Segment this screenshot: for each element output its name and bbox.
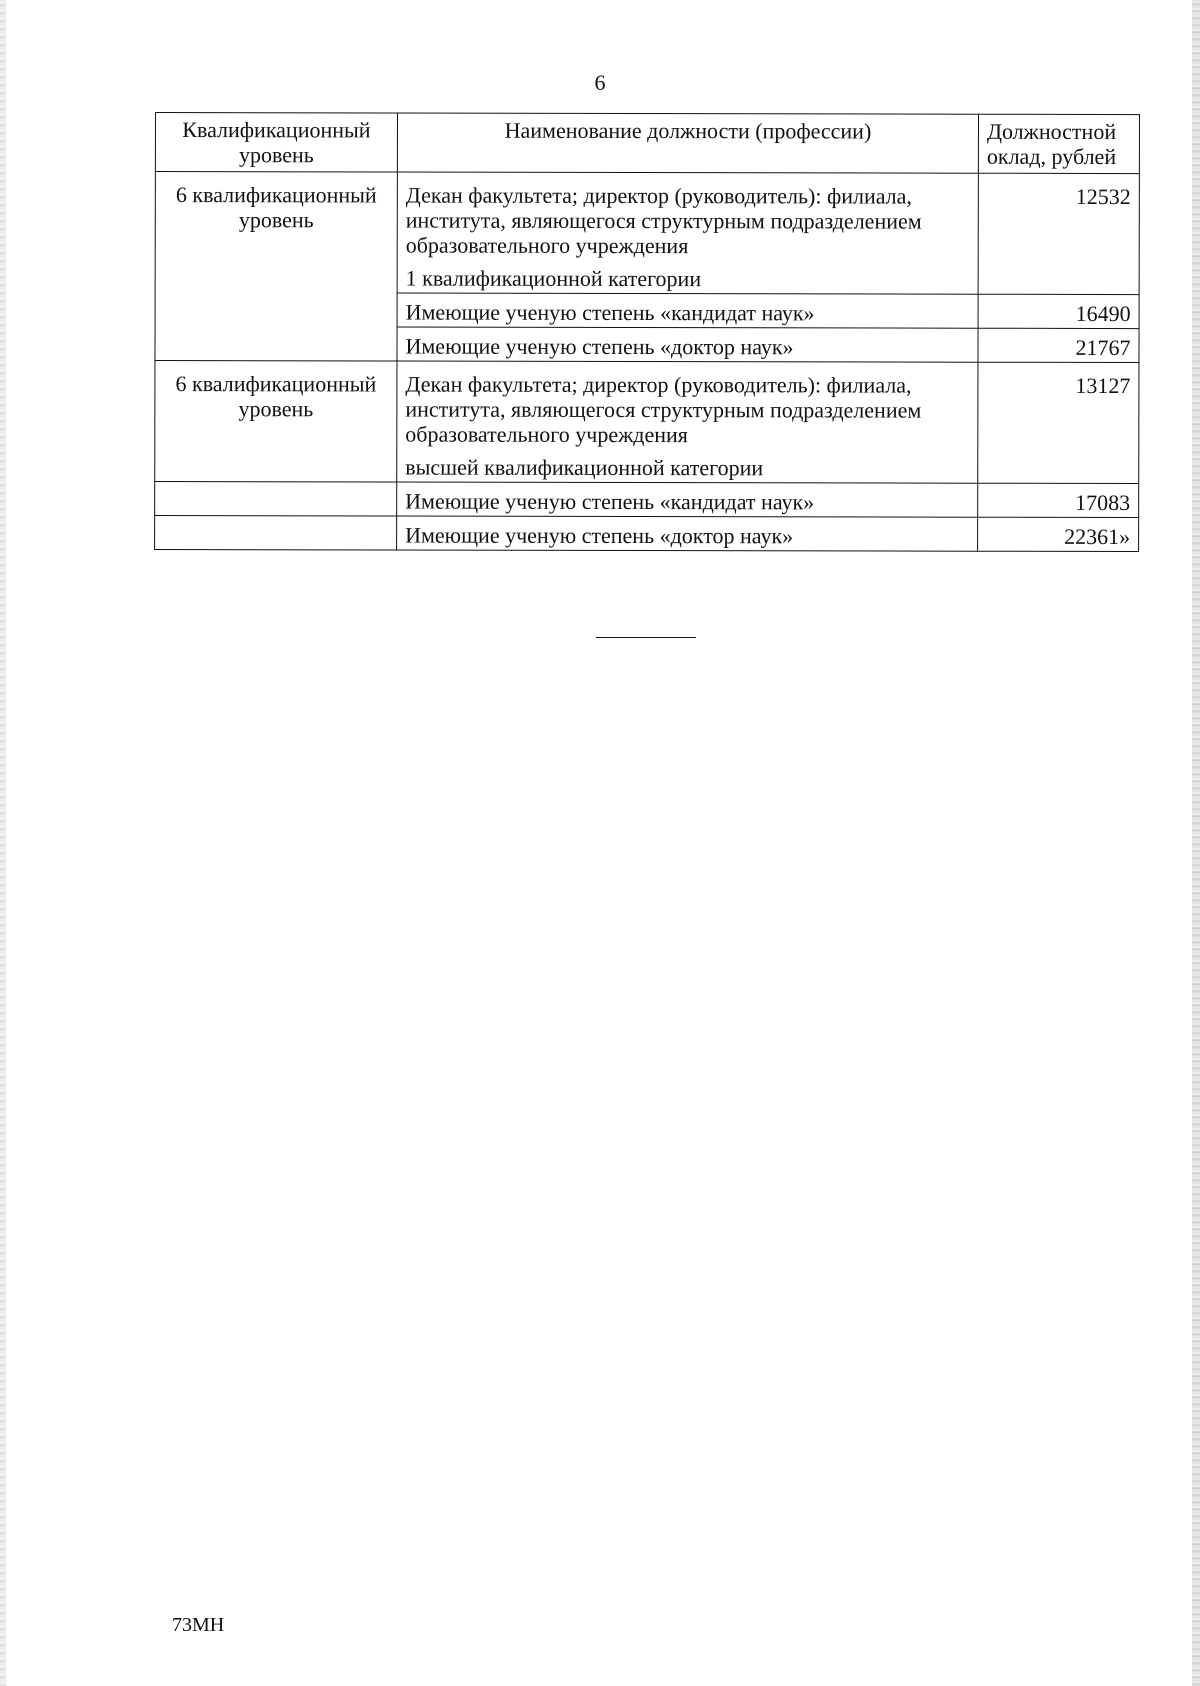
header-level: Квалификационный уровень <box>155 113 397 173</box>
salary-cell: 17083 <box>978 483 1139 517</box>
scan-edge-left <box>0 0 6 1686</box>
salary-cell: 12532 <box>978 173 1139 294</box>
salary-cell: 21767 <box>978 328 1139 362</box>
salary-table <box>154 112 1140 552</box>
level-cell: 6 квалификационный уровень <box>155 361 397 483</box>
scan-edge-right <box>1192 0 1200 1686</box>
table-row <box>155 482 1139 518</box>
footer-document-code: 73МН <box>172 1614 225 1636</box>
position-cell <box>397 172 978 294</box>
header-position-name: Наименование должности (профессии) <box>397 113 978 173</box>
position-cell <box>397 361 978 483</box>
empty-level-cell <box>155 482 397 517</box>
degree-cell: Имеющие ученую степень «кандидат наук» <box>397 293 978 328</box>
level-cell: 6 квалификационный уровень <box>155 172 397 362</box>
degree-cell: Имеющие ученую степень «кандидат наук» <box>397 482 978 517</box>
position-text: Декан факультета; директор (руководитель): филиала, института, являющегося структурным подразделением образовательного учреждения <box>405 182 922 259</box>
table-header-row <box>155 113 1139 174</box>
category-text: 1 квалификационной категории <box>405 265 702 292</box>
table-row <box>155 361 1139 484</box>
salary-cell: 22361» <box>978 517 1139 551</box>
degree-cell: Имеющие ученую степень «доктор наук» <box>397 327 978 362</box>
position-text: Декан факультета; директор (руководитель): филиала, института, являющегося структурным подразделением образовательного учреждения <box>405 371 922 448</box>
page-number: 6 <box>594 70 606 95</box>
salary-cell: 16490 <box>978 294 1139 328</box>
header-salary: Должностной оклад, рублей <box>978 114 1139 173</box>
empty-level-cell <box>155 516 397 551</box>
table-row <box>155 516 1139 552</box>
category-text: высшей квалификационной категории <box>405 454 764 481</box>
salary-cell: 13127 <box>978 362 1139 483</box>
end-of-document-rule <box>596 637 696 638</box>
table-row <box>155 172 1139 295</box>
degree-cell: Имеющие ученую степень «доктор наук» <box>397 516 978 551</box>
